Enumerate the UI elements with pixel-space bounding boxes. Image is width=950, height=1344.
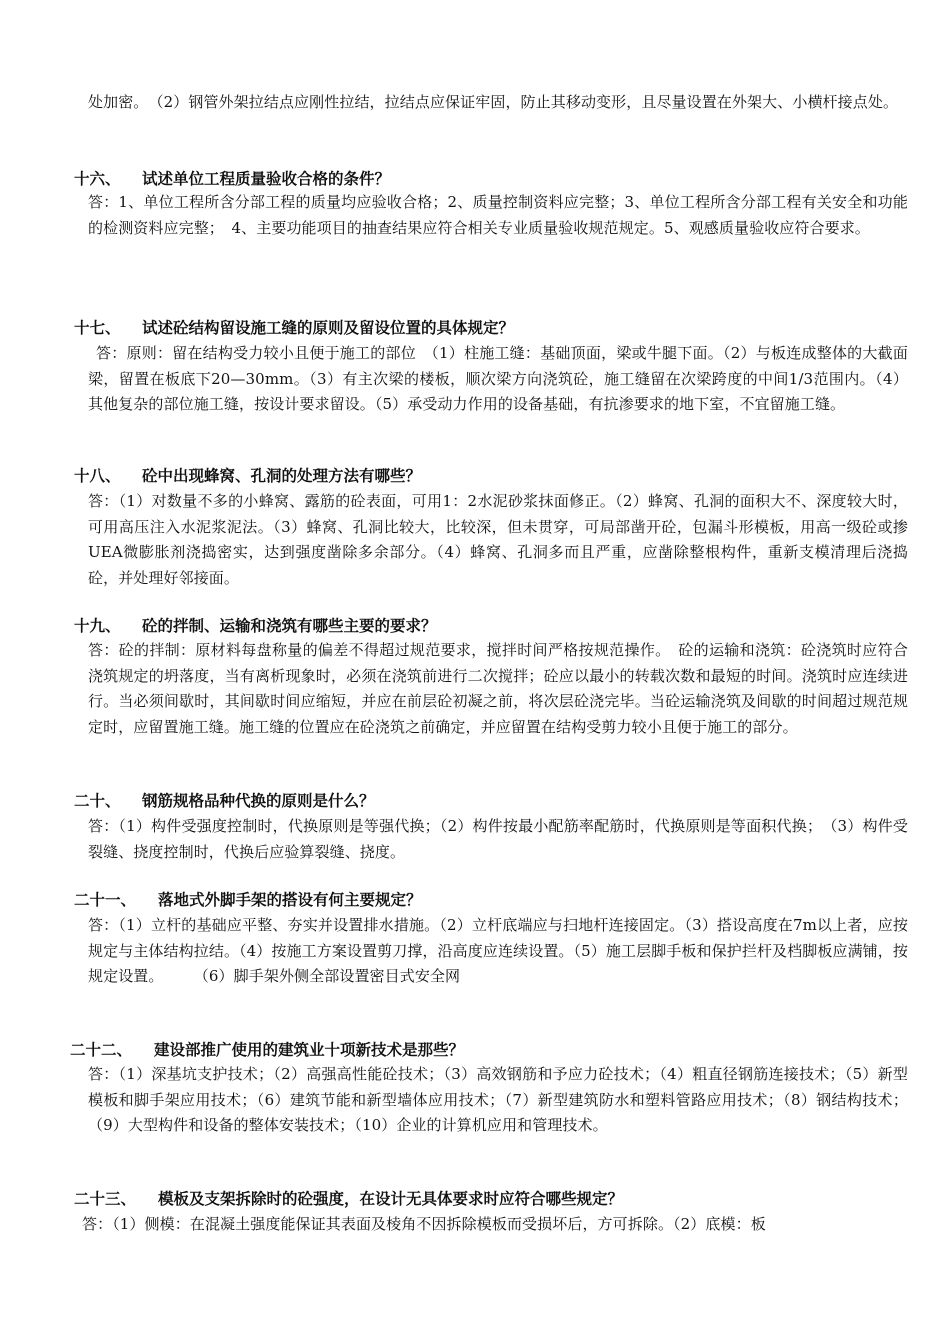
question-heading xyxy=(74,167,390,191)
question-number: 二十、 xyxy=(74,791,121,810)
answer-paragraph: 答：（1）侧模：在混凝土强度能保证其表面及棱角不因拆除模板而受损坏后，方可拆除。（2）底模：板 xyxy=(82,1215,766,1233)
answer-paragraph: 答：（1）构件受强度控制时，代换原则是等强代换；（2）构件按最小配筋率配筋时，代换原则是等面积代换； （3）构件受裂缝、挠度控制时，代换后应验算裂缝、挠度。 xyxy=(88,817,908,861)
answer-paragraph: 答：（1）对数量不多的小蜂窝、露筋的砼表面，可用1：2水泥砂浆抹面修正。（2）蜂窝、孔洞的面积大不、深度较大时，可用高压注入水泥浆泥法。（3）蜂窝、孔洞比较大，比较深，但未贯穿，可局部凿开砼，包漏斗形模板，用高一级砼或掺UEA微膨胀剂浇捣密实，达到强度凿除多余部分。（4）蜂窝、孔洞多而且严重，应凿除整根构件，重新支模清理后浇捣砼，并处理好邻接面。 xyxy=(88,492,908,587)
question-heading xyxy=(74,1187,623,1211)
answer-paragraph: 答：砼的拌制：原材料每盘称量的偏差不得超过规范要求，搅拌时间严格按规范操作。 砼的运输和浇筑：砼浇筑时应符合浇筑规定的坍落度，当有离析现象时，必须在浇筑前进行二次搅拌；砼应以最小的转载次数和最短的时间。浇筑时应连续进行。当必须间歇时，其间歇时间应缩短，并应在前层砼初凝之前，将次层砼浇完毕。当砼运输浇筑及间歇的时间超过规范规定时，应留置施工缝。施工缝的位置应在砼浇筑之前确定，并应留置在结构受剪力较小且便于施工的部分。 xyxy=(88,641,908,736)
answer-paragraph: 答：（1）立杆的基础应平整、夯实并设置排水措施。（2）立杆底端应与扫地杆连接固定。（3）搭设高度在7m以上者，应按规定与主体结构拉结。（4）按施工方案设置剪刀撑，沿高度应连续设置。（5）施工层脚手板和保护拦杆及档脚板应满铺，按规定设置。 （6）脚手架外侧全部设置密目式安全网 xyxy=(88,916,908,985)
question-number: 二十三、 xyxy=(74,1189,137,1208)
question-heading xyxy=(74,464,421,488)
question-text: 砼的拌制、运输和浇筑有哪些主要的要求？ xyxy=(142,616,437,635)
answer-paragraph: 答：1、单位工程所含分部工程的质量均应验收合格；2、质量控制资料应完整；3、单位工程所含分部工程有关安全和功能的检测资料应完整； 4、主要功能项目的抽查结果应符合相关专业质量验收规范规定。5、观感质量验收应符合要求。 xyxy=(88,193,908,237)
question-text: 落地式外脚手架的搭设有何主要规定？ xyxy=(158,890,422,909)
answer-paragraph: 答：（1）深基坑支护技术；（2）高强高性能砼技术；（3）高效钢筋和予应力砼技术；（4）粗直径钢筋连接技术；（5）新型模板和脚手架应用技术；（6）建筑节能和新型墙体应用技术；（7）新型建筑防水和塑料管路应用技术；（8）钢结构技术；（9）大型构件和设备的整体安装技术；（10）企业的计算机应用和管理技术。 xyxy=(88,1065,908,1134)
answer-paragraph: 答：原则：留在结构受力较小且便于施工的部位 （1）柱施工缝：基础顶面，梁或牛腿下面。（2）与板连成整体的大截面梁，留置在板底下20—30mm。（3）有主次梁的楼板，顺次梁方向浇筑砼，施工缝留在次梁跨度的中间1/3范围内。（4）其他复杂的部位施工缝，按设计要求留设。（5）承受动力作用的设备基础，有抗渗要求的地下室，不宜留施工缝。 xyxy=(88,344,908,413)
question-heading xyxy=(74,888,422,912)
question-text: 建设部推广使用的建筑业十项新技术是那些？ xyxy=(154,1040,465,1059)
question-text: 试述砼结构留设施工缝的原则及留设位置的具体规定？ xyxy=(142,318,515,337)
question-number: 十六、 xyxy=(74,169,121,188)
question-number: 二十一、 xyxy=(74,890,137,909)
question-heading xyxy=(74,789,375,813)
intro-paragraph: 处加密。 （2）钢管外架拉结点应刚性拉结，拉结点应保证牢固，防止其移动变形，且尽量设置在外架大、小横杆接点处。 xyxy=(88,93,899,111)
question-heading xyxy=(74,316,514,340)
question-number: 十八、 xyxy=(74,466,121,485)
question-heading xyxy=(70,1038,464,1062)
question-number: 十七、 xyxy=(74,318,121,337)
question-text: 模板及支架拆除时的砼强度，在设计无具体要求时应符合哪些规定？ xyxy=(158,1189,624,1208)
question-text: 试述单位工程质量验收合格的条件？ xyxy=(142,169,391,188)
question-text: 钢筋规格品种代换的原则是什么？ xyxy=(142,791,375,810)
question-heading xyxy=(74,614,437,638)
question-text: 砼中出现蜂窝、孔洞的处理方法有哪些？ xyxy=(142,466,422,485)
question-number: 十九、 xyxy=(74,616,121,635)
question-number: 二十二、 xyxy=(70,1040,133,1059)
